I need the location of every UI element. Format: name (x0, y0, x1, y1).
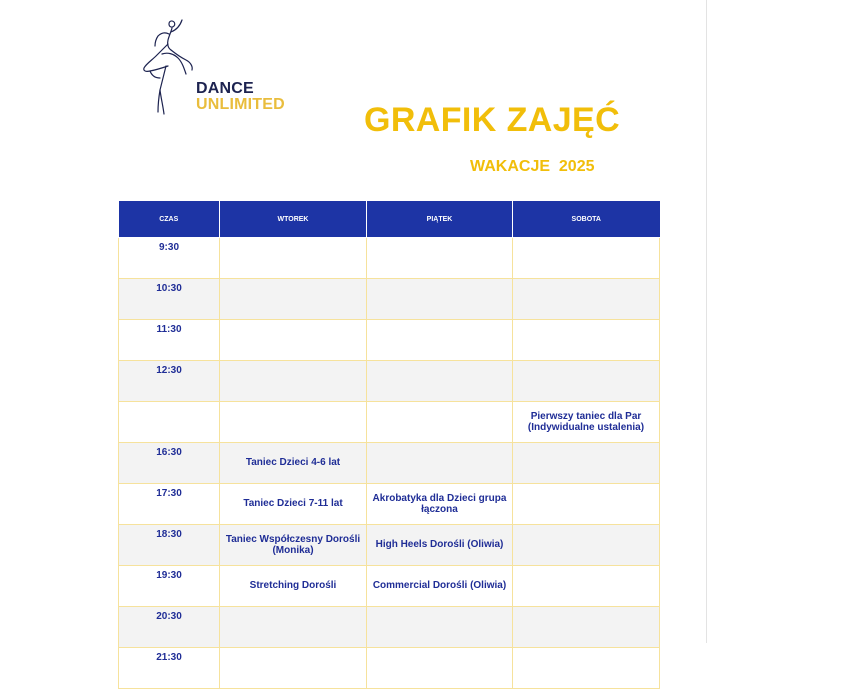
dancer-line-art-icon (138, 16, 198, 120)
table-row (119, 607, 660, 648)
sobota-cell (513, 443, 660, 484)
piatek-cell: Akrobatyka dla Dzieci grupa łączona (367, 484, 513, 525)
piatek-cell (367, 648, 513, 689)
wtorek-cell: Taniec Dzieci 4-6 lat (220, 443, 367, 484)
wtorek-cell: Taniec Współczesny Dorośli (Monika) (220, 525, 367, 566)
time-cell: 9:30 (119, 238, 220, 279)
time-cell: 20:30 (119, 607, 220, 648)
header-row (119, 201, 660, 238)
piatek-cell (367, 238, 513, 279)
table-row (119, 402, 660, 443)
piatek-cell: High Heels Dorośli (Oliwia) (367, 525, 513, 566)
table-row (119, 320, 660, 361)
time-cell: 10:30 (119, 279, 220, 320)
wtorek-cell (220, 279, 367, 320)
piatek-cell: Commercial Dorośli (Oliwia) (367, 566, 513, 607)
time-cell: 19:30 (119, 566, 220, 607)
sobota-cell (513, 648, 660, 689)
sobota-cell (513, 607, 660, 648)
wtorek-cell (220, 607, 367, 648)
time-cell: 17:30 (119, 484, 220, 525)
sobota-cell (513, 525, 660, 566)
piatek-cell (367, 402, 513, 443)
table-row (119, 238, 660, 279)
header-czas: CZAS (119, 201, 220, 238)
wtorek-cell (220, 361, 367, 402)
header-wtorek: WTOREK (220, 201, 367, 238)
table-row (119, 443, 660, 484)
page-title: GRAFIK ZAJĘĆ (364, 101, 621, 139)
wtorek-cell: Stretching Dorośli (220, 566, 367, 607)
dance-unlimited-logo (138, 16, 308, 120)
table-row (119, 525, 660, 566)
time-cell: 18:30 (119, 525, 220, 566)
table-row (119, 361, 660, 402)
table-row (119, 279, 660, 320)
sobota-cell (513, 279, 660, 320)
sobota-cell: Pierwszy taniec dla Par (Indywidualne ustalenia) (513, 402, 660, 443)
schedule-table (118, 201, 660, 689)
brand-name-unlimited: UNLIMITED (196, 96, 285, 113)
header-sobota: SOBOTA (513, 201, 660, 238)
time-cell: 21:30 (119, 648, 220, 689)
table-row (119, 648, 660, 689)
sobota-cell (513, 238, 660, 279)
table-row (119, 484, 660, 525)
header-piatek: PIĄTEK (367, 201, 513, 238)
wtorek-cell (220, 238, 367, 279)
sobota-cell (513, 484, 660, 525)
time-cell: 16:30 (119, 443, 220, 484)
wtorek-cell (220, 648, 367, 689)
wtorek-cell (220, 320, 367, 361)
sobota-cell (513, 320, 660, 361)
time-cell: 11:30 (119, 320, 220, 361)
table-row (119, 566, 660, 607)
piatek-cell (367, 361, 513, 402)
piatek-cell (367, 607, 513, 648)
time-cell: 12:30 (119, 361, 220, 402)
piatek-cell (367, 443, 513, 484)
wtorek-cell: Taniec Dzieci 7-11 lat (220, 484, 367, 525)
brand-name-dance: DANCE (196, 80, 254, 97)
sobota-cell (513, 361, 660, 402)
time-cell (119, 402, 220, 443)
piatek-cell (367, 320, 513, 361)
wtorek-cell (220, 402, 367, 443)
piatek-cell (367, 279, 513, 320)
page-subtitle: WAKACJE 2025 (470, 158, 595, 175)
sobota-cell (513, 566, 660, 607)
